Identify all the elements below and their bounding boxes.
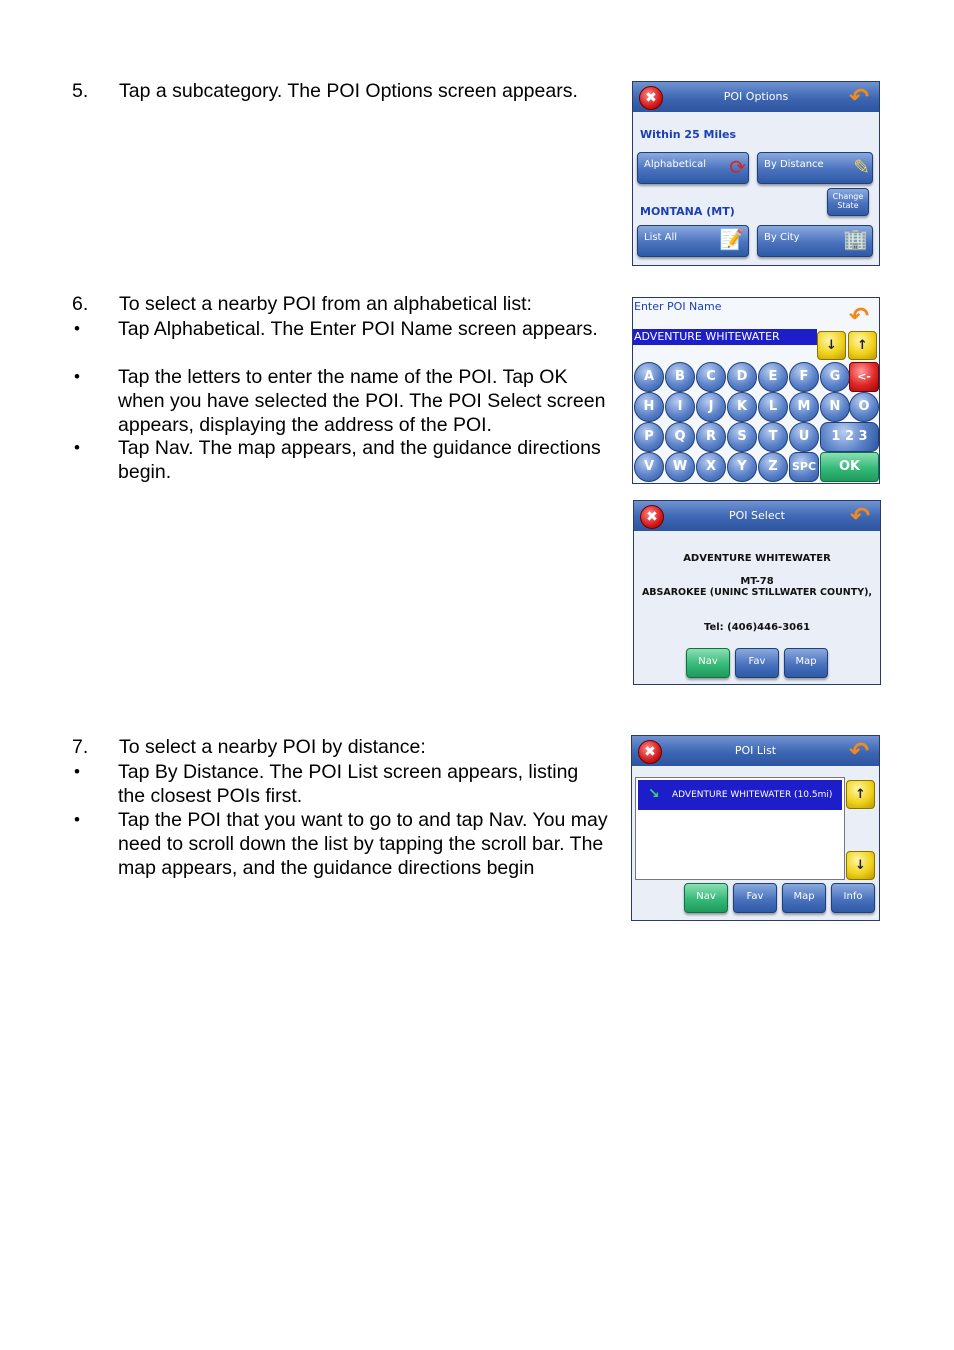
screen-title: Enter POI Name [634, 300, 722, 313]
key-f[interactable]: F [789, 362, 819, 392]
key-c[interactable]: C [696, 362, 726, 392]
back-arrow-icon[interactable]: ↶ [849, 502, 871, 530]
key-e[interactable]: E [758, 362, 788, 392]
alphabetical-button[interactable] [637, 152, 749, 184]
key-u[interactable]: U [789, 422, 819, 452]
key-s[interactable]: S [727, 422, 757, 452]
key-w[interactable]: W [665, 452, 695, 482]
poi-road: MT-78 [740, 576, 774, 587]
up-arrow-icon[interactable]: ↑ [848, 331, 877, 360]
bullet-text: Tap Nav. The map appears, and the guidance directions begin. [118, 437, 601, 483]
bullet-glyph: • [74, 438, 80, 457]
poi-list[interactable] [635, 777, 845, 880]
key-n[interactable]: N [820, 392, 850, 422]
map-button[interactable]: Map [782, 883, 826, 913]
step-number: 5. [72, 80, 89, 102]
step-number: 6. [72, 293, 89, 315]
poi-name-input[interactable]: ADVENTURE WHITEWATER [633, 329, 817, 345]
scroll-down-icon[interactable]: ↓ [846, 851, 875, 880]
list-item-label: ADVENTURE WHITEWATER (10.5mi) [672, 790, 833, 800]
down-arrow-icon[interactable]: ↓ [817, 331, 846, 360]
title-bar [634, 501, 880, 531]
key-i[interactable]: I [665, 392, 695, 422]
key-z[interactable]: Z [758, 452, 788, 482]
ok-button[interactable]: OK [820, 452, 879, 482]
bullet-glyph: • [74, 810, 80, 829]
bullet-glyph: • [74, 762, 80, 781]
key-r[interactable]: R [696, 422, 726, 452]
enter-poi-name-screen [632, 297, 880, 484]
key-b[interactable]: B [665, 362, 695, 392]
title-bar [632, 736, 879, 766]
state-label: MONTANA (MT) [640, 205, 735, 218]
back-arrow-icon[interactable]: ↶ [848, 83, 870, 111]
poi-city: ABSAROKEE (UNINC STILLWATER COUNTY), [641, 587, 873, 598]
fav-button[interactable]: Fav [733, 883, 777, 913]
info-button[interactable]: Info [831, 883, 875, 913]
radius-label: Within 25 Miles [640, 128, 737, 141]
fav-button[interactable]: Fav [735, 648, 779, 678]
step-number: 7. [72, 736, 89, 758]
key-g[interactable]: G [820, 362, 850, 392]
direction-arrow-icon: ↘ [648, 786, 660, 802]
key-l[interactable]: L [758, 392, 788, 422]
backspace-key[interactable]: <- [849, 362, 879, 392]
key-o[interactable]: O [849, 392, 879, 422]
nav-button[interactable]: Nav [686, 648, 730, 678]
building-icon: 🏢 [843, 227, 868, 251]
key-j[interactable]: J [696, 392, 726, 422]
poi-options-screen [632, 81, 880, 266]
step-text: Tap a subcategory. The POI Options screen appears. [119, 80, 578, 102]
numbers-key[interactable]: 1 2 3 [820, 422, 879, 452]
key-k[interactable]: K [727, 392, 757, 422]
notepad-icon: 📝 [719, 227, 744, 251]
key-y[interactable]: Y [727, 452, 757, 482]
bullet-text: Tap the letters to enter the name of the POI. Tap OK when you have selected the POI. The POI Select screen appears, displaying the address of the POI. [118, 366, 606, 436]
poi-name: ADVENTURE WHITEWATER [683, 553, 831, 564]
map-button[interactable]: Map [784, 648, 828, 678]
list-all-button[interactable] [637, 225, 749, 257]
by-distance-button[interactable] [757, 152, 873, 184]
bullet-text: Tap Alphabetical. The Enter POI Name screen appears. [118, 318, 598, 340]
space-key[interactable]: SPC [789, 452, 819, 482]
abc-swirl-icon: ⟳ [729, 155, 746, 179]
poi-phone: Tel: (406)446-3061 [703, 622, 811, 633]
bullet-glyph: • [74, 367, 80, 386]
bullet-glyph: • [74, 319, 80, 338]
key-q[interactable]: Q [665, 422, 695, 452]
key-v[interactable]: V [634, 452, 664, 482]
screen-title: POI List [734, 744, 777, 757]
step-text: To select a nearby POI from an alphabetical list: [119, 293, 532, 315]
key-m[interactable]: M [789, 392, 819, 422]
title-bar [633, 82, 879, 112]
by-city-button[interactable] [757, 225, 873, 257]
screen-title: POI Select [729, 509, 785, 522]
by-city-label: By City [764, 232, 800, 243]
key-d[interactable]: D [727, 362, 757, 392]
step-text: To select a nearby POI by distance: [119, 736, 426, 758]
by-distance-label: By Distance [764, 159, 824, 170]
key-t[interactable]: T [758, 422, 788, 452]
close-icon[interactable]: ✖ [638, 740, 662, 764]
key-p[interactable]: P [634, 422, 664, 452]
change-state-button[interactable]: Change State [827, 188, 869, 216]
pencil-icon: ✎ [853, 155, 870, 179]
bullet-text: Tap By Distance. The POI List screen appears, listing the closest POIs first. [118, 761, 579, 807]
key-a[interactable]: A [634, 362, 664, 392]
poi-list-screen [631, 735, 880, 921]
nav-button[interactable]: Nav [684, 883, 728, 913]
poi-select-screen [633, 500, 881, 685]
list-all-label: List All [644, 232, 678, 243]
key-x[interactable]: X [696, 452, 726, 482]
alphabetical-label: Alphabetical [644, 159, 707, 170]
back-arrow-icon[interactable]: ↶ [848, 302, 870, 330]
close-icon[interactable]: ✖ [639, 86, 663, 110]
screen-title: POI Options [723, 90, 789, 103]
list-item[interactable] [638, 780, 842, 810]
close-icon[interactable]: ✖ [640, 505, 664, 529]
back-arrow-icon[interactable]: ↶ [848, 737, 870, 765]
bullet-text: Tap the POI that you want to go to and tap Nav. You may need to scroll down the list by tapping the scroll bar. The map appears, and the guidance directions begin [118, 809, 608, 879]
key-h[interactable]: H [634, 392, 664, 422]
scroll-up-icon[interactable]: ↑ [846, 780, 875, 809]
